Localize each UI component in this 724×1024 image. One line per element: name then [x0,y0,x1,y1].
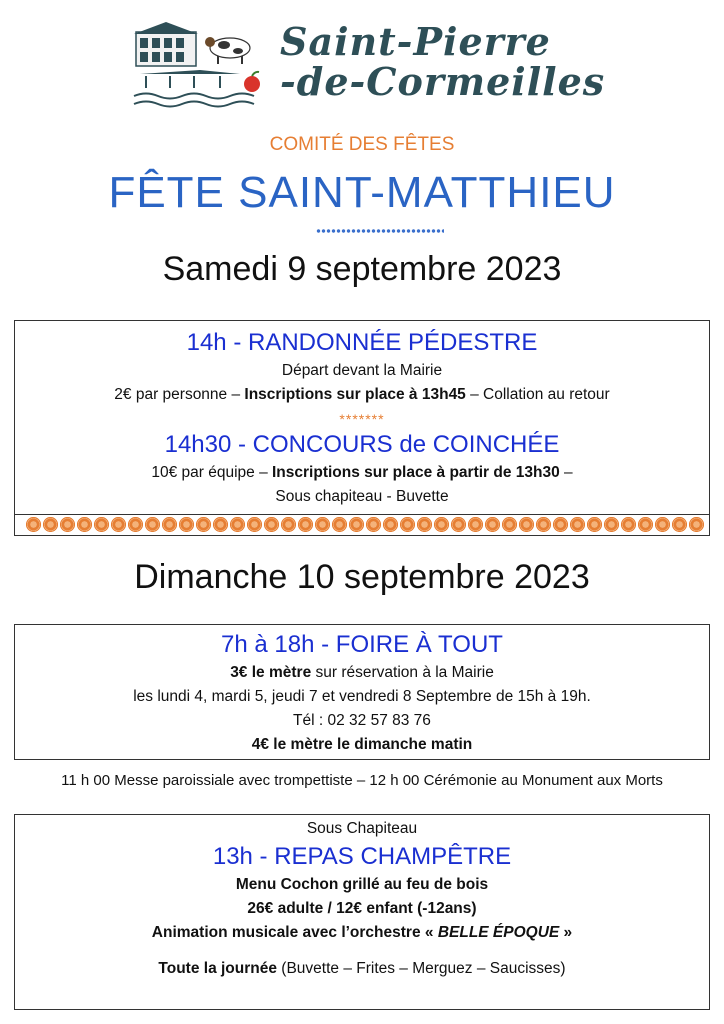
rando-registration: Inscriptions sur place à 13h45 [244,386,466,403]
logo-line-1: Saint-Pierre [280,19,551,64]
logo [130,20,610,110]
sun-icon [26,517,41,532]
sun-icon [536,517,551,532]
rando-collation: – Collation au retour [465,386,610,403]
logo-wordmark [280,19,610,104]
repas-line-1: Menu Cochon grillé au feu de bois [235,876,489,893]
foire-reservation: sur réservation à la Mairie [311,664,494,681]
sun-icon [366,517,381,532]
village-logo-illustration [130,20,270,110]
sun-icon [383,517,398,532]
foire-phone: Tél : 02 32 57 83 76 [293,712,431,729]
foire-line-2: les lundi 4, mardi 5, jeudi 7 et vendredi 8 Septembre de 15h à 19h. [133,688,591,705]
sun-icon [417,517,432,532]
committee-label: COMITÉ DES FÊTES [269,134,455,155]
foire-line-4: 4€ le mètre le dimanche matin [251,736,473,753]
sun-icon [179,517,194,532]
rando-price: 2€ par personne – [114,386,245,403]
sun-icon [655,517,670,532]
sun-icon [128,517,143,532]
repas-all-day: Toute la journée [158,960,277,977]
saturday-heading: Samedi 9 septembre 2023 [162,250,562,288]
repas-line-3 [15,921,709,945]
repas-box [14,814,710,1010]
repas-line-4 [15,957,709,981]
star-separator: ******* [339,411,385,427]
sun-icon [621,517,636,532]
repas-line-2: 26€ adulte / 12€ enfant (-12ans) [247,900,477,917]
foire-title: 7h à 18h - FOIRE À TOUT [221,631,503,658]
mass-and-ceremony: 11 h 00 Messe paroissiale avec trompettiste – 12 h 00 Cérémonie au Monument aux Morts [61,772,663,789]
rando-title: 14h - RANDONNÉE PÉDESTRE [186,329,538,356]
sun-icon [638,517,653,532]
sun-icon [298,517,313,532]
repas-title: 13h - REPAS CHAMPÊTRE [212,843,512,870]
sun-icon [315,517,330,532]
sun-icon [230,517,245,532]
coinchee-price: 10€ par équipe – [151,464,272,481]
coinchee-registration: Inscriptions sur place à partir de 13h30 [272,464,560,481]
logo-line-2: -de-Cormeilles [280,59,606,104]
foire-box [14,624,710,760]
foire-line-1 [15,661,709,685]
sun-icon [468,517,483,532]
sun-icon [485,517,500,532]
repas-food-list: (Buvette – Frites – Merguez – Saucisses) [276,960,566,977]
sun-icon [94,517,109,532]
page-title: FÊTE SAINT-MATTHIEU [108,168,616,217]
sun-icon [400,517,415,532]
coinchee-line-1 [15,461,709,485]
repas-orchestra: BELLE ÉPOQUE [437,924,560,941]
sun-icon [604,517,619,532]
saturday-events-box [14,320,710,515]
repas-pre-label: Sous Chapiteau [306,820,418,837]
sun-icon [77,517,92,532]
rando-line-1: Départ devant la Mairie [281,362,443,379]
sun-icon [43,517,58,532]
sun-icon [213,517,228,532]
dotted-separator [316,228,444,236]
coinchee-line-2: Sous chapiteau - Buvette [275,488,449,505]
coinchee-dash: – [559,464,573,481]
sun-icon [570,517,585,532]
sun-icon [349,517,364,532]
sun-icon [196,517,211,532]
rando-line-2 [15,383,709,407]
sun-icon [264,517,279,532]
sun-icon [553,517,568,532]
sunday-heading: Dimanche 10 septembre 2023 [134,558,590,596]
sun-icon [332,517,347,532]
sun-icon [451,517,466,532]
decorative-sun-border [14,514,710,536]
sun-icon [247,517,262,532]
sun-icon [60,517,75,532]
repas-quote-close: » [559,924,573,941]
sun-icon [519,517,534,532]
sun-icon [587,517,602,532]
foire-price: 3€ le mètre [230,664,312,681]
sun-icon [281,517,296,532]
sun-icon [111,517,126,532]
coinchee-title: 14h30 - CONCOURS de COINCHÉE [164,431,560,458]
sun-icon [434,517,449,532]
sun-icon [502,517,517,532]
sun-icon [162,517,177,532]
sun-icon [145,517,160,532]
sun-icon [689,517,704,532]
sun-icon [672,517,687,532]
repas-animation: Animation musicale avec l’orchestre « [151,924,438,941]
